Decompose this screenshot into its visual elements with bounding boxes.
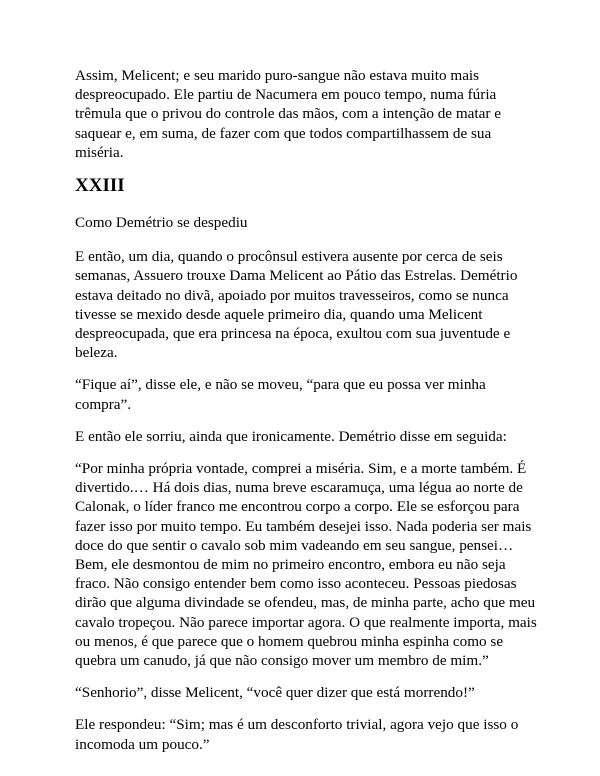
paragraph: “Fique aí”, disse ele, e não se moveu, “para que eu possa ver minha compra”. [75, 376, 486, 413]
chapter-subtitle: Como Demétrio se despediu [75, 214, 248, 232]
paragraph: “Por minha própria vontade, comprei a miséria. Sim, e a morte também. É divertido.… Há dois dias, numa breve escaramuça, uma légua ao norte de Calonak, o líder franco me encontrou corpo a corpo. Ele se esforçou para fazer isso por muito tempo. Eu também desejei isso. Nada poderia ser mais doce do que sentir o cavalo sob mim vadeando em seu sangue, pensei… Bem, ele desmontou de mim no primeiro encontro, embora eu não seja fraco. Não consigo entender bem como isso aconteceu. Pessoas piedosas dirão que alguma divindade se ofendeu, mas, de minha parte, acho que meu cavalo tropeçou. Não parece importar agora. O que realmente importa, mais ou menos, é que parece que o homem quebrou minha espinha como se quebra um canudo, já que não consigo mover um membro de mim.” [75, 460, 537, 670]
paragraph: E então, um dia, quando o procônsul estivera ausente por cerca de seis semanas, Assuero trouxe Dama Melicent ao Pátio das Estrelas. Demétrio estava deitado no divã, apoiado por muitos travesseiros, como se nunca tivesse se mexido desde aquele primeiro dia, quando uma Melicent despreocupada, que era princesa na época, exultou com sua juventude e beleza. [75, 248, 518, 362]
document-page [75, 66, 540, 767]
paragraph: Assim, Melicent; e seu marido puro-sangue não estava muito mais despreocupado. Ele partiu de Nacumera em pouco tempo, numa fúria trêmula que o privou do controle das mãos, com a intenção de matar e saquear e, em suma, de fazer com que todos compartilhassem de sua miséria. [75, 67, 501, 161]
paragraph: Ele respondeu: “Sim; mas é um desconforto trivial, agora vejo que isso o incomoda um pouco.” [75, 716, 519, 753]
chapter-heading: XXIII [75, 175, 125, 197]
paragraph: E então ele sorriu, ainda que ironicamente. Demétrio disse em seguida: [75, 427, 507, 445]
paragraph: “Senhorio”, disse Melicent, “você quer dizer que está morrendo!” [75, 684, 475, 702]
